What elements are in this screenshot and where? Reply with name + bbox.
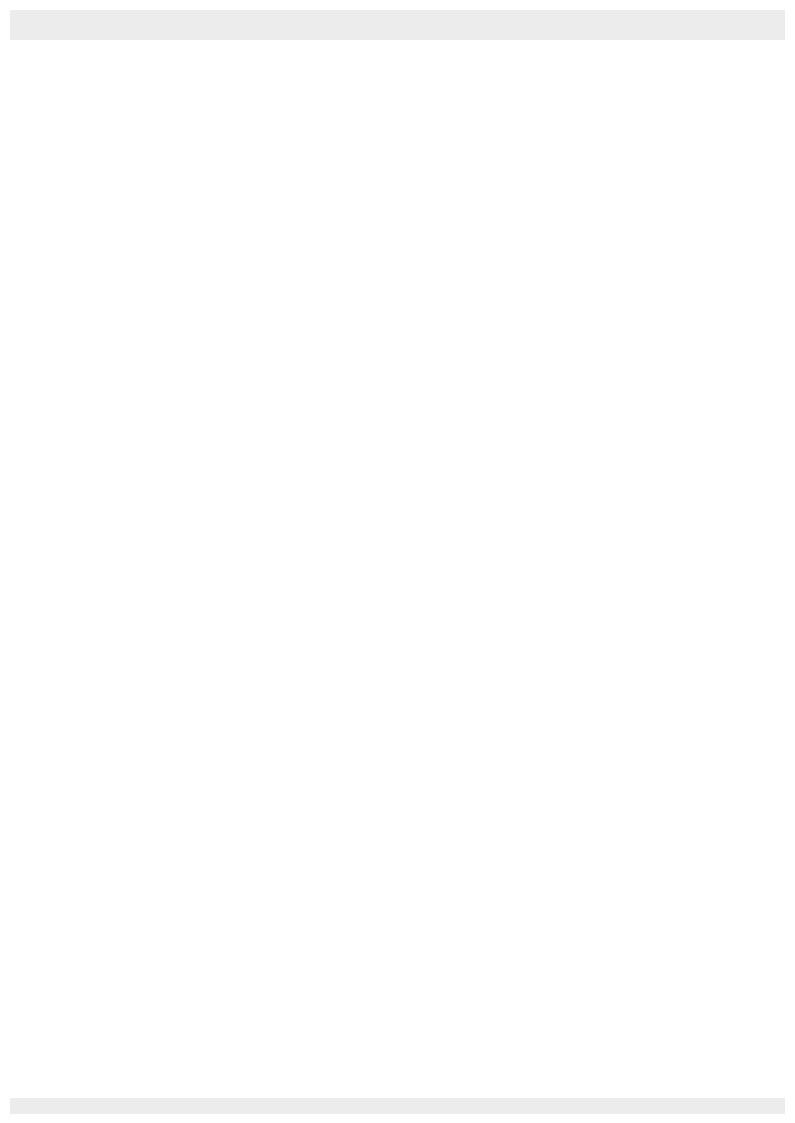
scan-top-margin [10,10,785,40]
scan-bottom-margin [10,1098,785,1114]
